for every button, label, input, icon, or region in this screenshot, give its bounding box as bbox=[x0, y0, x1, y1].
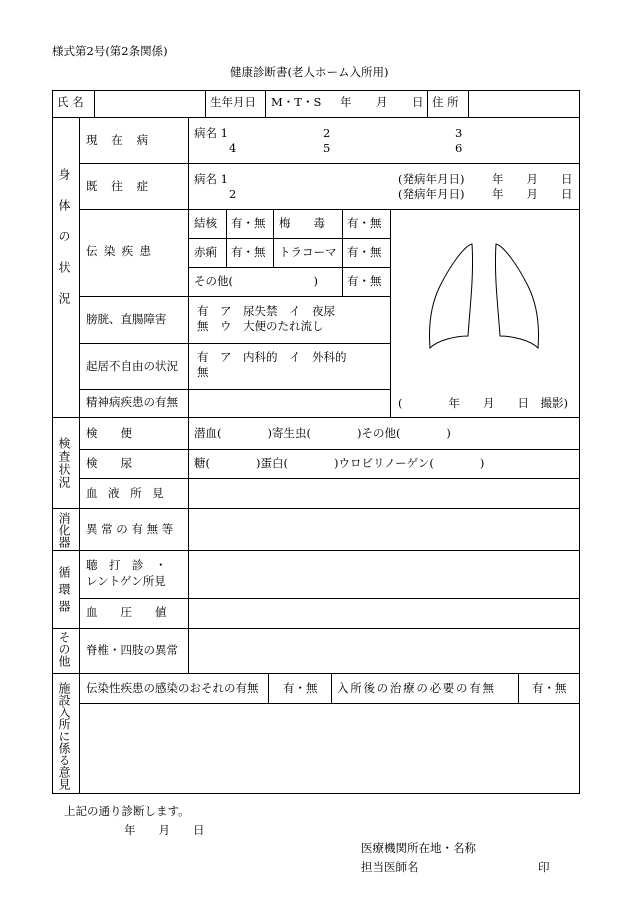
other-infectious-yes-no: 有・無 bbox=[347, 274, 382, 288]
mobility-label: 起居不自由の状況 bbox=[86, 359, 178, 373]
onset-date-2: 年 月 日 bbox=[492, 187, 573, 201]
current-illness-label: 現在病 bbox=[86, 133, 162, 147]
tb-yes-no: 有・無 bbox=[231, 216, 266, 230]
urine-label: 検 尿 bbox=[86, 456, 132, 470]
infection-risk-yes-no: 有・無 bbox=[283, 681, 318, 695]
facility-opinion-side-label: 施設入所に係る意見 bbox=[57, 682, 71, 790]
past-illness-label: 既往症 bbox=[86, 179, 162, 193]
tb-label: 結核 bbox=[194, 216, 217, 230]
auscultation-label-1: 聴 打 診 ・ bbox=[86, 558, 167, 572]
syphilis-label: 梅 毒 bbox=[279, 216, 325, 230]
doctor-name-label: 担当医師名 bbox=[361, 860, 419, 874]
current-illness-2: 2 bbox=[323, 126, 331, 140]
current-illness-5: 5 bbox=[323, 141, 331, 155]
dob-label: 生年月日 bbox=[210, 95, 256, 109]
blood-pressure-label: 血 圧 値 bbox=[86, 605, 167, 619]
current-illness-3: 3 bbox=[455, 126, 463, 140]
institution-label: 医療機関所在地・名称 bbox=[361, 841, 476, 855]
digestive-side-label: 消化器 bbox=[57, 512, 71, 548]
body-condition-side-label: 身体の状況 bbox=[57, 168, 71, 323]
seal-mark: 印 bbox=[538, 860, 550, 874]
lung-diagram bbox=[420, 236, 550, 360]
other-side-label: その他 bbox=[57, 631, 71, 667]
era-options: M・T・S bbox=[271, 95, 322, 109]
xray-date-caption: ( 年 月 日 撮影) bbox=[398, 396, 568, 410]
address-label: 住 所 bbox=[432, 95, 459, 109]
dysentery-label: 赤痢 bbox=[194, 245, 217, 259]
form-number: 様式第2号(第2条関係) bbox=[52, 44, 168, 58]
other-infectious-label: その他( ) bbox=[194, 274, 318, 288]
blood-findings-label: 血 液 所 見 bbox=[86, 486, 168, 500]
onset-date-2-label: (発病年月日) bbox=[398, 187, 465, 201]
digestive-abnormality-label: 異 常 の 有 無 等 bbox=[86, 522, 174, 536]
past-illness-line2: 2 bbox=[229, 187, 237, 201]
dob-month: 月 bbox=[376, 95, 388, 109]
stool-label: 検 便 bbox=[86, 426, 132, 440]
bladder-line2: 無 ウ 大便のたれ流し bbox=[197, 319, 324, 333]
treatment-need-label: 入所後の治療の必要の有無 bbox=[337, 681, 496, 695]
treatment-need-yes-no: 有・無 bbox=[532, 681, 567, 695]
exam-status-side-label: 検査状況 bbox=[57, 437, 71, 489]
trachoma-label: トラコーマ bbox=[279, 245, 337, 259]
bladder-line1: 有 ア 尿失禁 イ 夜尿 bbox=[197, 304, 335, 318]
current-illness-line1: 病名 1 bbox=[194, 126, 228, 140]
infectious-label: 伝染疾患 bbox=[86, 244, 158, 258]
dob-day: 日 bbox=[412, 95, 424, 109]
spine-limbs-label: 脊椎・四肢の異常 bbox=[86, 643, 178, 657]
trachoma-yes-no: 有・無 bbox=[347, 245, 382, 259]
dob-year: 年 bbox=[340, 95, 352, 109]
current-illness-line2: 4 bbox=[229, 141, 237, 155]
onset-date-1-label: (発病年月日) bbox=[398, 172, 465, 186]
mental-illness-label: 精神病疾患の有無 bbox=[86, 395, 178, 409]
auscultation-label-2: レントゲン所見 bbox=[86, 574, 166, 588]
dysentery-yes-no: 有・無 bbox=[231, 245, 266, 259]
form-title: 健康診断書(老人ホーム入所用) bbox=[230, 65, 389, 79]
stool-values: 潜血( )寄生虫( )その他( ) bbox=[194, 426, 451, 440]
mobility-line1: 有 ア 内科的 イ 外科的 bbox=[197, 350, 347, 364]
circulatory-side-label: 循環器 bbox=[57, 566, 71, 617]
infection-risk-label: 伝染性疾患の感染のおそれの有無 bbox=[86, 681, 259, 695]
current-illness-6: 6 bbox=[455, 141, 463, 155]
bladder-label: 膀胱、直腸障害 bbox=[86, 312, 167, 326]
syphilis-yes-no: 有・無 bbox=[347, 216, 382, 230]
diagnosis-date: 年 月 日 bbox=[124, 823, 205, 837]
past-illness-line1: 病名 1 bbox=[194, 172, 228, 186]
diagnosis-statement: 上記の通り診断します。 bbox=[64, 804, 190, 818]
mobility-line2: 無 bbox=[197, 365, 209, 379]
urine-values: 糖( )蛋白( )ウロビリノーゲン( ) bbox=[194, 456, 485, 470]
onset-date-1: 年 月 日 bbox=[492, 172, 573, 186]
name-label: 氏 名 bbox=[57, 95, 84, 109]
